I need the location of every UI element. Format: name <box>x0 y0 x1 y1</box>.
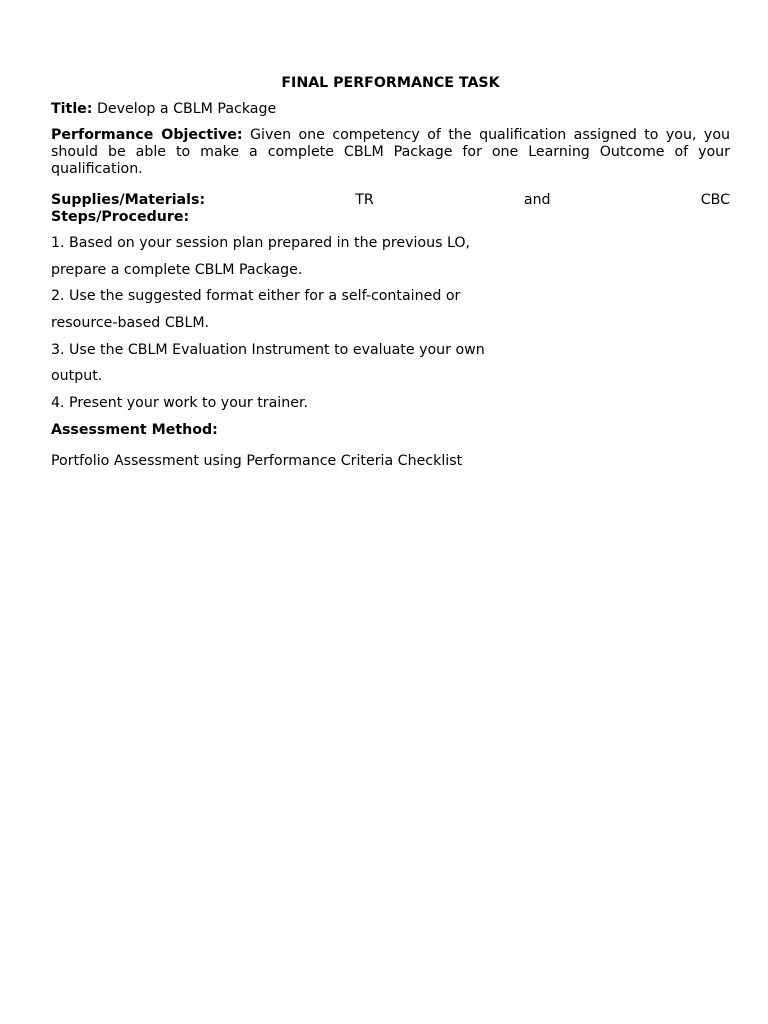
assessment-label-text: Assessment Method: <box>51 421 218 438</box>
step-line: 2. Use the suggested format either for a self-contained or <box>51 288 461 305</box>
performance-objective <box>51 127 730 178</box>
supplies-word-and: and <box>523 192 551 209</box>
title-label: Title: <box>51 101 93 117</box>
title-line <box>51 101 730 118</box>
objective-value: Given one competency of the qualification assigned to you, you should be able to make a complete CBLM Package for one Learning Outcome of your qualification. <box>51 127 730 177</box>
assessment-method-label <box>51 422 730 439</box>
assessment-method-value: Portfolio Assessment using Performance Criteria Checklist <box>51 452 463 469</box>
step-line: output. <box>51 368 103 385</box>
step-line: prepare a complete CBLM Package. <box>51 261 303 278</box>
steps-procedure-label <box>51 209 730 225</box>
document-heading: FINAL PERFORMANCE TASK <box>281 75 500 91</box>
supplies-word-cbc: CBC <box>700 192 730 209</box>
step-line: resource-based CBLM. <box>51 314 210 331</box>
objective-label: Performance Objective: <box>51 127 243 143</box>
step-line: 3. Use the CBLM Evaluation Instrument to evaluate your own <box>51 341 485 358</box>
steps-label-text: Steps/Procedure: <box>51 209 190 226</box>
supplies-word-tr: TR <box>355 192 374 209</box>
supplies-materials-line <box>51 192 730 209</box>
title-value: Develop a CBLM Package <box>97 101 277 117</box>
step-line: 1. Based on your session plan prepared in the previous LO, <box>51 235 471 252</box>
step-line: 4. Present your work to your trainer. <box>51 394 308 411</box>
supplies-label: Supplies/Materials: <box>51 192 206 209</box>
